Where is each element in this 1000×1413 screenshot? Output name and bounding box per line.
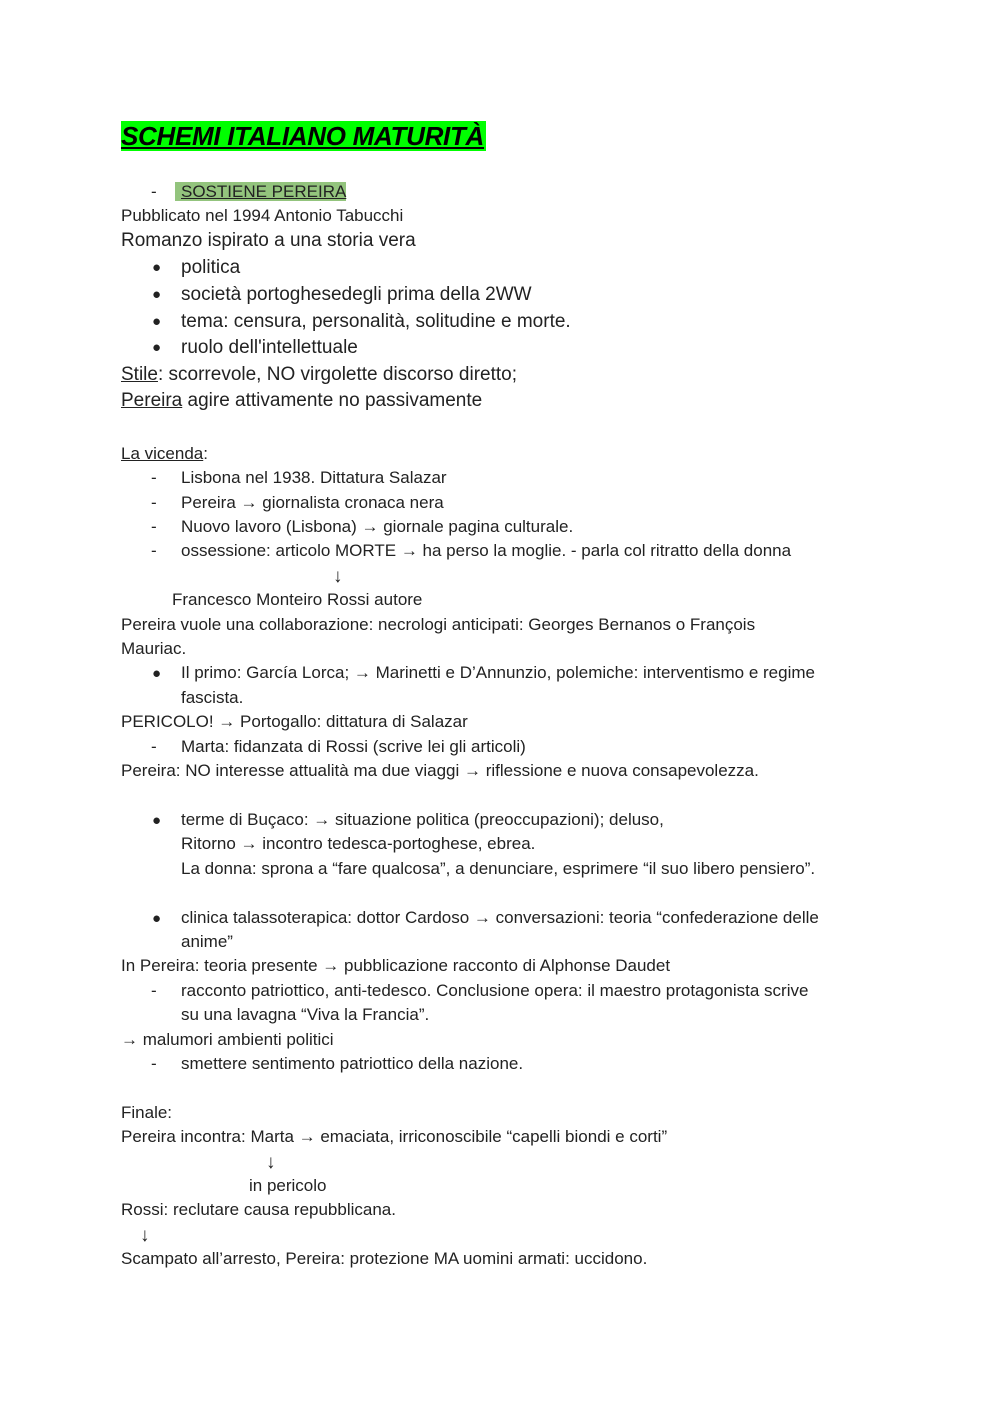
primo-line-2: fascista. xyxy=(181,688,244,707)
down-arrow-icon: ↓ xyxy=(140,1225,150,1246)
dash-marker: - xyxy=(151,517,157,536)
stile-label: Stile xyxy=(121,364,158,385)
marta-line: Marta: fidanzata di Rossi (scrive lei gli articoli) xyxy=(181,737,526,756)
vicenda-item-2: Pereira → giornalista cronaca nera xyxy=(181,493,444,512)
pericolo-finale-line: in pericolo xyxy=(249,1176,327,1195)
vicenda-item-3: Nuovo lavoro (Lisbona) → giornale pagina culturale. xyxy=(181,517,574,536)
intro-bullet-3: tema: censura, personalità, solitudine e morte. xyxy=(181,311,571,332)
dash-marker: - xyxy=(151,737,157,756)
section-heading-label: SOSTIENE PEREIRA xyxy=(181,182,347,201)
smettere-line: smettere sentimento patriottico della nazione. xyxy=(181,1054,524,1073)
novel-line: Romanzo ispirato a una storia vera xyxy=(121,230,416,251)
bullet-icon: ● xyxy=(152,259,162,276)
page-title xyxy=(121,121,486,152)
vicenda-item-1: Lisbona nel 1938. Dittatura Salazar xyxy=(181,468,447,487)
pericolo-line: PERICOLO! → Portogallo: dittatura di Salazar xyxy=(121,712,468,731)
primo-line-1: Il primo: García Lorca; → Marinetti e D’Annunzio, polemiche: interventismo e regime xyxy=(181,663,815,682)
pereira-label: Pereira xyxy=(121,390,183,411)
vicenda-label-suffix: : xyxy=(203,444,208,463)
intro-bullet-1: politica xyxy=(181,257,241,278)
racconto-line-1: racconto patriottico, anti-tedesco. Conclusione opera: il maestro protagonista scrive xyxy=(181,981,809,1000)
stile-line xyxy=(121,364,517,387)
published-line: Pubblicato nel 1994 Antonio Tabucchi xyxy=(121,206,404,225)
clinica-line-1: clinica talassoterapica: dottor Cardoso → conversazioni: teoria “confederazione delle xyxy=(181,908,819,927)
terme-line-1: terme di Buçaco: → situazione politica (preoccupazioni); deluso, xyxy=(181,810,664,829)
pereira-line xyxy=(121,390,482,413)
dash-marker: - xyxy=(151,493,157,512)
bullet-icon: ● xyxy=(152,910,162,927)
pereira-text: agire attivamente no passivamente xyxy=(182,390,483,411)
rossi-line: Rossi: reclutare causa repubblicana. xyxy=(121,1200,396,1219)
bullet-icon: ● xyxy=(152,339,162,356)
clinica-line-2: anime” xyxy=(181,932,233,951)
bullet-icon: ● xyxy=(152,286,162,303)
teoria-line: In Pereira: teoria presente → pubblicazione racconto di Alphonse Daudet xyxy=(121,956,671,975)
vicenda-heading xyxy=(121,444,208,464)
intro-bullet-2: società portoghesedegli prima della 2WW xyxy=(181,284,532,305)
malumori-line: → malumori ambienti politici xyxy=(121,1030,334,1049)
dash-marker: - xyxy=(151,541,157,560)
finale-heading: Finale: xyxy=(121,1103,173,1122)
vicenda-label: La vicenda xyxy=(121,444,204,463)
scampato-line: Scampato all’arresto, Pereira: protezione MA uomini armati: uccidono. xyxy=(121,1249,648,1268)
down-arrow-icon: ↓ xyxy=(266,1152,276,1173)
section-heading xyxy=(175,182,346,202)
stile-text: : scorrevole, NO virgolette discorso diretto; xyxy=(157,364,517,385)
author-line: Francesco Monteiro Rossi autore xyxy=(172,590,423,609)
page-title-text: SCHEMI ITALIANO MATURITÀ xyxy=(121,121,485,151)
bullet-icon: ● xyxy=(152,812,162,829)
terme-line-2: Ritorno → incontro tedesca-portoghese, ebrea. xyxy=(181,834,536,853)
terme-line-3: La donna: sprona a “fare qualcosa”, a denunciare, esprimere “il suo libero pensiero”. xyxy=(181,859,816,878)
dash-marker: - xyxy=(151,981,157,1000)
intro-bullet-4: ruolo dell'intellettuale xyxy=(181,337,358,358)
collab-line-2: Mauriac. xyxy=(121,639,187,658)
dash-marker: - xyxy=(151,468,157,487)
bullet-icon: ● xyxy=(152,665,162,682)
down-arrow-icon: ↓ xyxy=(333,566,343,587)
racconto-line-2: su una lavagna “Viva la Francia”. xyxy=(181,1005,430,1024)
bullet-icon: ● xyxy=(152,313,162,330)
dash-marker: - xyxy=(151,1054,157,1073)
section-heading-text xyxy=(175,182,346,201)
incontra-line: Pereira incontra: Marta → emaciata, irriconoscibile “capelli biondi e corti” xyxy=(121,1127,668,1146)
section-marker: - xyxy=(151,182,157,201)
vicenda-item-4: ossessione: articolo MORTE → ha perso la moglie. - parla col ritratto della donna xyxy=(181,541,792,560)
interesse-line: Pereira: NO interesse attualità ma due viaggi → riflessione e nuova consapevolezza. xyxy=(121,761,759,780)
collab-line-1: Pereira vuole una collaborazione: necrologi anticipati: Georges Bernanos o François xyxy=(121,615,756,634)
